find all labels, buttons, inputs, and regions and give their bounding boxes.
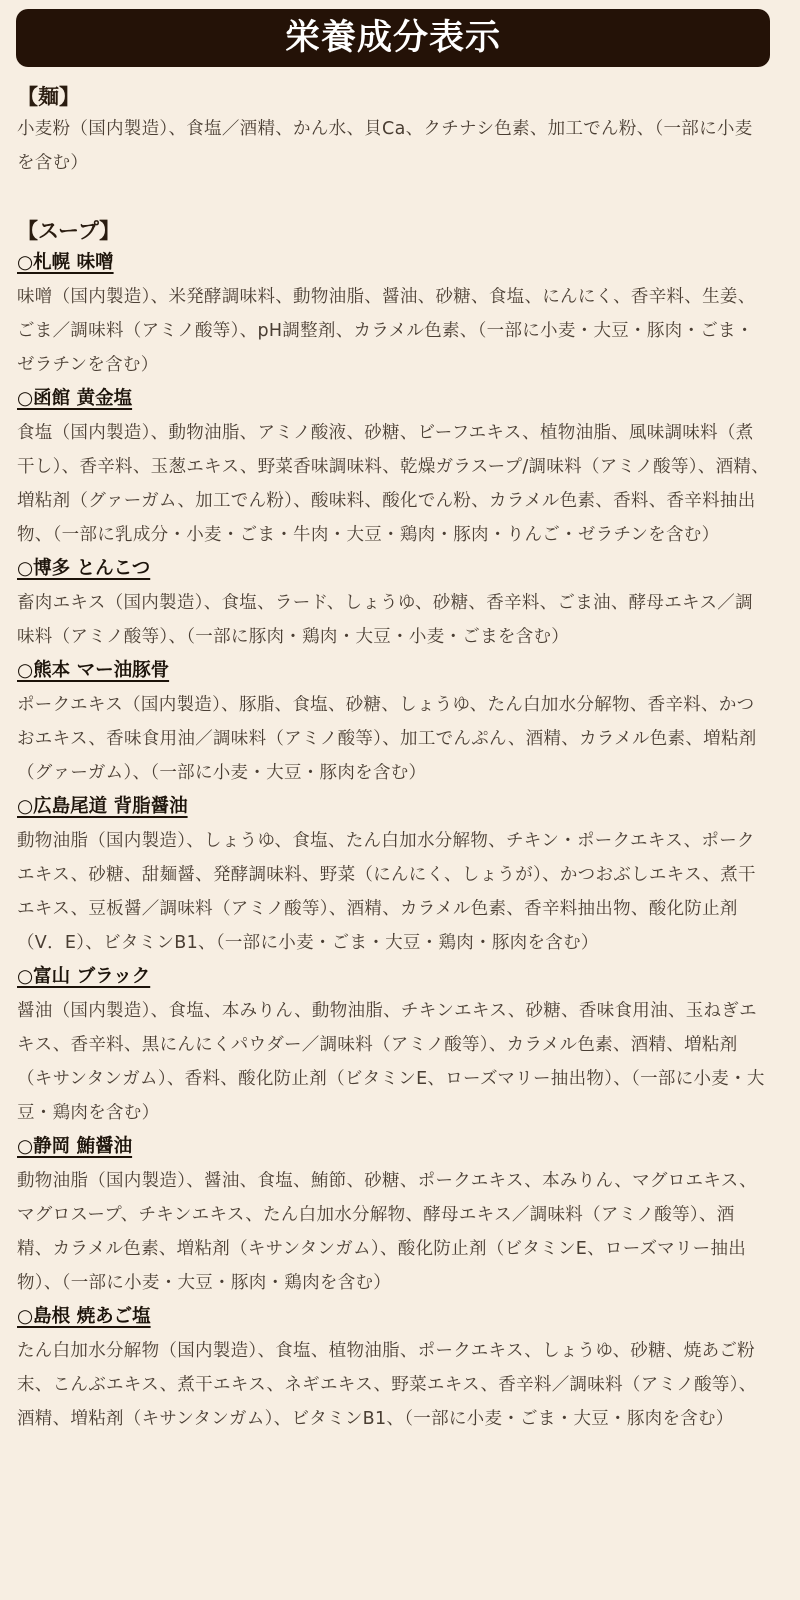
soup-item-toyama-black xyxy=(17,960,769,1130)
soup-heading: 【スープ】 xyxy=(17,219,121,243)
soup-item-title: ○広島尾道 背脂醤油 xyxy=(17,796,188,817)
soup-item-title: ○静岡 鮪醤油 xyxy=(17,1136,133,1157)
page-title: 栄養成分表示 xyxy=(16,9,770,67)
soup-item-title: ○博多 とんこつ xyxy=(17,558,151,579)
soup-item-ingredients: 醤油（国内製造）、食塩、本みりん、動物油脂、チキンエキス、砂糖、香味食用油、玉ねぎエキス、香辛料、黒にんにくパウダー／調味料（アミノ酸等）、カラメル色素、酒精、増粘剤（キサンタンガム）、香料、酸化防止剤（ビタミンE、ローズマリー抽出物）、（一部に小麦・大豆・鶏肉を含む） xyxy=(17,1001,765,1123)
soup-item-title: ○富山 ブラック xyxy=(17,966,151,987)
ingredients-content xyxy=(17,80,769,1436)
soup-item-title: ○札幌 味噌 xyxy=(17,252,114,273)
soup-item-ingredients: 食塩（国内製造）、動物油脂、アミノ酸液、砂糖、ビーフエキス、植物油脂、風味調味料（煮干し）、香辛料、玉葱エキス、野菜香味調味料、乾燥ガラスープ/調味料（アミノ酸等）、酒精、増粘剤（グァーガム、加工でん粉）、酸味料、酸化でん粉、カラメル色素、香料、香辛料抽出物、（一部に乳成分・小麦・ごま・牛肉・大豆・鶏肉・豚肉・りんご・ゼラチンを含む） xyxy=(17,423,769,545)
soup-item-sapporo-miso xyxy=(17,246,769,382)
soup-item-title: ○函館 黄金塩 xyxy=(17,388,133,409)
soup-item-ingredients: 動物油脂（国内製造）、しょうゆ、食塩、たん白加水分解物、チキン・ポークエキス、ポークエキス、砂糖、甜麺醤、発酵調味料、野菜（にんにく、しょうが）、かつおぶしエキス、煮干エキス、豆板醤／調味料（アミノ酸等）、酒精、カラメル色素、香辛料抽出物、酸化防止剤（V．E）、ビタミンB1、（一部に小麦・ごま・大豆・鶏肉・豚肉を含む） xyxy=(17,831,756,953)
soup-item-title: ○島根 焼あご塩 xyxy=(17,1306,151,1327)
soup-item-ingredients: 味噌（国内製造）、米発酵調味料、動物油脂、醤油、砂糖、食塩、にんにく、香辛料、生姜、ごま／調味料（アミノ酸等）、pH調整剤、カラメル色素、（一部に小麦・大豆・豚肉・ごま・ゼラチンを含む） xyxy=(17,287,756,375)
soup-item-kumamoto-maayu xyxy=(17,654,769,790)
soup-item-hakata-tonkotsu xyxy=(17,552,769,654)
noodles-heading: 【麺】 xyxy=(17,85,80,109)
soup-item-shizuoka-maguro xyxy=(17,1130,769,1300)
soup-item-ingredients: 動物油脂（国内製造）、醤油、食塩、鮪節、砂糖、ポークエキス、本みりん、マグロエキス、マグロスープ、チキンエキス、たん白加水分解物、酵母エキス／調味料（アミノ酸等）、酒精、カラメル色素、増粘剤（キサンタンガム）、酸化防止剤（ビタミンE、ローズマリー抽出物）、（一部に小麦・大豆・豚肉・鶏肉を含む） xyxy=(17,1171,757,1293)
soup-item-title: ○熊本 マー油豚骨 xyxy=(17,660,170,681)
soup-item-ingredients: ポークエキス（国内製造）、豚脂、食塩、砂糖、しょうゆ、たん白加水分解物、香辛料、かつおエキス、香味食用油／調味料（アミノ酸等）、加工でんぷん、酒精、カラメル色素、増粘剤（グァーガム）、（一部に小麦・大豆・豚肉を含む） xyxy=(17,695,757,783)
soup-item-ingredients: たん白加水分解物（国内製造）、食塩、植物油脂、ポークエキス、しょうゆ、砂糖、焼あご粉末、こんぶエキス、煮干エキス、ネギエキス、野菜エキス、香辛料／調味料（アミノ酸等）、酒精、増粘剤（キサンタンガム）、ビタミンB1、（一部に小麦・ごま・大豆・豚肉を含む） xyxy=(17,1341,757,1429)
soup-item-ingredients: 畜肉エキス（国内製造）、食塩、ラード、しょうゆ、砂糖、香辛料、ごま油、酵母エキス／調味料（アミノ酸等）、（一部に豚肉・鶏肉・大豆・小麦・ごまを含む） xyxy=(17,593,753,647)
soup-item-shimane-ago xyxy=(17,1300,769,1436)
soup-item-hakodate-shio xyxy=(17,382,769,552)
noodles-ingredients: 小麦粉（国内製造）、食塩／酒精、かん水、貝Ca、クチナシ色素、加工でん粉、（一部に小麦を含む） xyxy=(17,119,753,173)
soup-item-onomichi-shoyu xyxy=(17,790,769,960)
